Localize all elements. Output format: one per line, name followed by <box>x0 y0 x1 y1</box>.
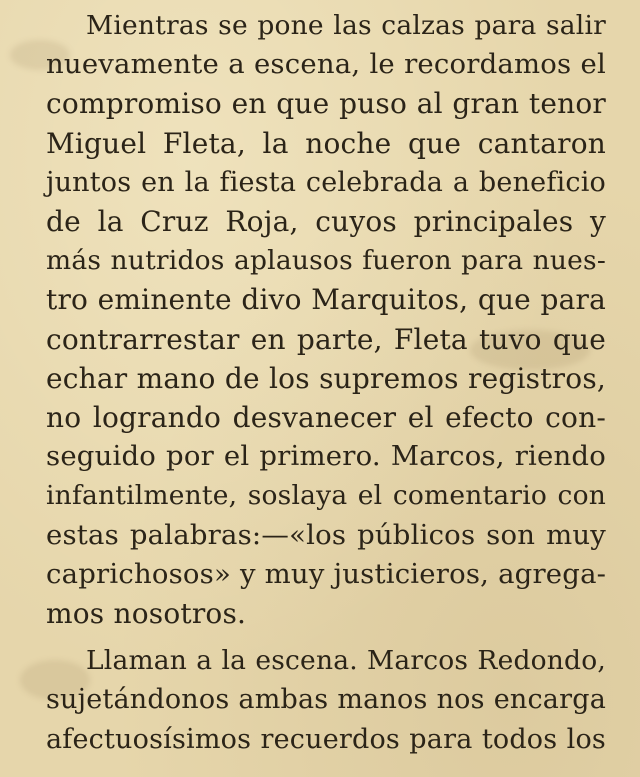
text-line: estas palabras:—«los públicos son muy <box>46 518 606 551</box>
text-line: infantilmente, soslaya el comentario con <box>46 480 606 512</box>
text-line: echar mano de los supremos registros, <box>46 361 606 395</box>
text-line: de la Cruz Roja, cuyos principales y <box>46 205 606 239</box>
text-line: nuevamente a escena, le recordamos el <box>46 48 606 81</box>
text-line: sujetándonos ambas manos nos encarga <box>46 684 606 716</box>
text-line: juntos en la fiesta celebrada a beneficio <box>46 166 606 198</box>
text-line: no logrando desvanecer el efecto con- <box>46 401 606 435</box>
text-line: afectuosísimos recuerdos para todos los <box>46 723 606 755</box>
text-line: caprichosos» y muy justicieros, agrega- <box>46 557 607 590</box>
text-line: contrarrestar en parte, Fleta tuvo que <box>46 322 606 356</box>
text-line: tro eminente divo Marquitos, que para <box>46 283 606 317</box>
text-line: compromiso en que puso al gran tenor <box>46 87 606 121</box>
text-line: mos nosotros. <box>46 597 247 631</box>
paragraph <box>46 6 606 633</box>
article-text <box>46 6 606 759</box>
text-line: Mientras se pone las calzas para salir <box>86 10 606 41</box>
text-line: Miguel Fleta, la noche que cantaron <box>46 126 606 160</box>
text-line: más nutridos aplausos fueron para nues- <box>46 245 606 277</box>
text-line: seguido por el primero. Marcos, riendo <box>46 440 606 473</box>
paragraph <box>46 641 606 759</box>
text-line: Llaman a la escena. Marcos Redondo, <box>86 645 606 677</box>
